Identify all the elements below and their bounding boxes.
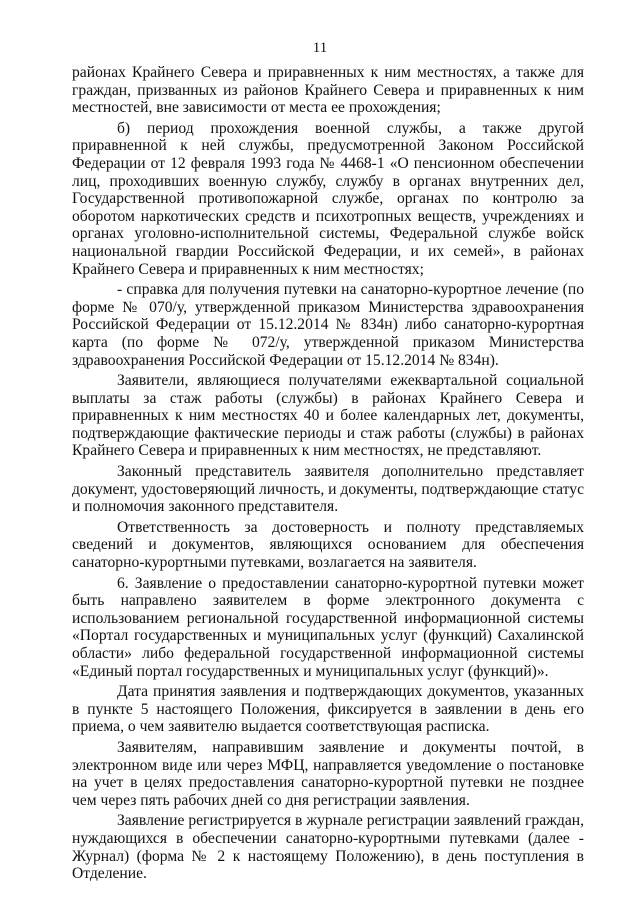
paragraph-electronic-application: 6. Заявление о предоставлении санаторно-курортной путевки может быть направлено заявителем в форме электронного документа с использованием региональной государственной информационной системы «Портал государственных и муниципальных услуг (функций) Сахалинской области» либо федеральной государственной информационной системы «Единый портал государственных и муниципальных услуг (функций)».: [72, 574, 584, 680]
paragraph-responsibility: Ответственность за достоверность и полноту представляемых сведений и документов, являющихся основанием для обеспечения санаторно-курортными путевками, возлагается на заявителя.: [72, 518, 584, 572]
document-body: [72, 64, 584, 886]
paragraph-quarterly-payment: Заявители, являющиеся получателями ежеквартальной социальной выплаты за стаж работы (службы) в районах Крайнего Севера и приравненных к ним местностях 40 и более календарных лет, документы, подтверждающие фактические периоды и стаж работы (службы) в районах Крайнего Севера и приравненных к ним местностях, не представляют.: [72, 372, 584, 460]
paragraph-military-service: б) период прохождения военной службы, а также другой приравненной к ней службы, предусмотренной Законом Российской Федерации от 12 февраля 1993 года № 4468-1 «О пенсионном обеспечении лиц, проходивших военную службу, службу в органах внутренних дел, Государственной противопожарной службе, органах по контролю за оборотом наркотических средств и психотропных веществ, учреждениях и органах уголовно-исполнительной системы, Федеральной службе войск национальной гвардии Российской Федерации, и их семей», в районах Крайнего Севера и приравненных к ним местностях;: [72, 119, 584, 278]
page-number: 11: [312, 40, 328, 56]
paragraph-sanatorium-certificate: - справка для получения путевки на санаторно-курортное лечение (по форме № 070/у, утвержденной приказом Министерства здравоохранения Российской Федерации от 15.12.2014 № 834н) либо санаторно-курортная карта (по форме № 072/у, утвержденной приказом Министерства здравоохранения Российской Федерации от 15.12.2014 № 834н).: [72, 281, 584, 369]
paragraph-registration: Заявление регистрируется в журнале регистрации заявлений граждан, нуждающихся в обеспечении санаторно-курортными путевками (далее - Журнал) (форма № 2 к настоящему Положению), в день поступления в Отделение.: [72, 812, 584, 883]
paragraph-notification: Заявителям, направившим заявление и документы почтой, в электронном виде или через МФЦ, направляется уведомление о постановке на учет в целях предоставления санаторно-курортной путевки не позднее чем через пять рабочих дней со дня регистрации заявления.: [72, 738, 584, 809]
paragraph-continuation: районах Крайнего Севера и приравненных к ним местностях, а также для граждан, призванных из районов Крайнего Севера и приравненных к ним местностей, вне зависимости от места ее прохождения;: [72, 64, 584, 117]
paragraph-legal-representative: Законный представитель заявителя дополнительно представляет документ, удостоверяющий личность, и документы, подтверждающие статус и полномочия законного представителя.: [72, 463, 584, 516]
paragraph-acceptance-date: Дата принятия заявления и подтверждающих документов, указанных в пункте 5 настоящего Положения, фиксируется в заявлении в день его приема, о чем заявителю выдается соответствующая расписка.: [72, 683, 584, 736]
